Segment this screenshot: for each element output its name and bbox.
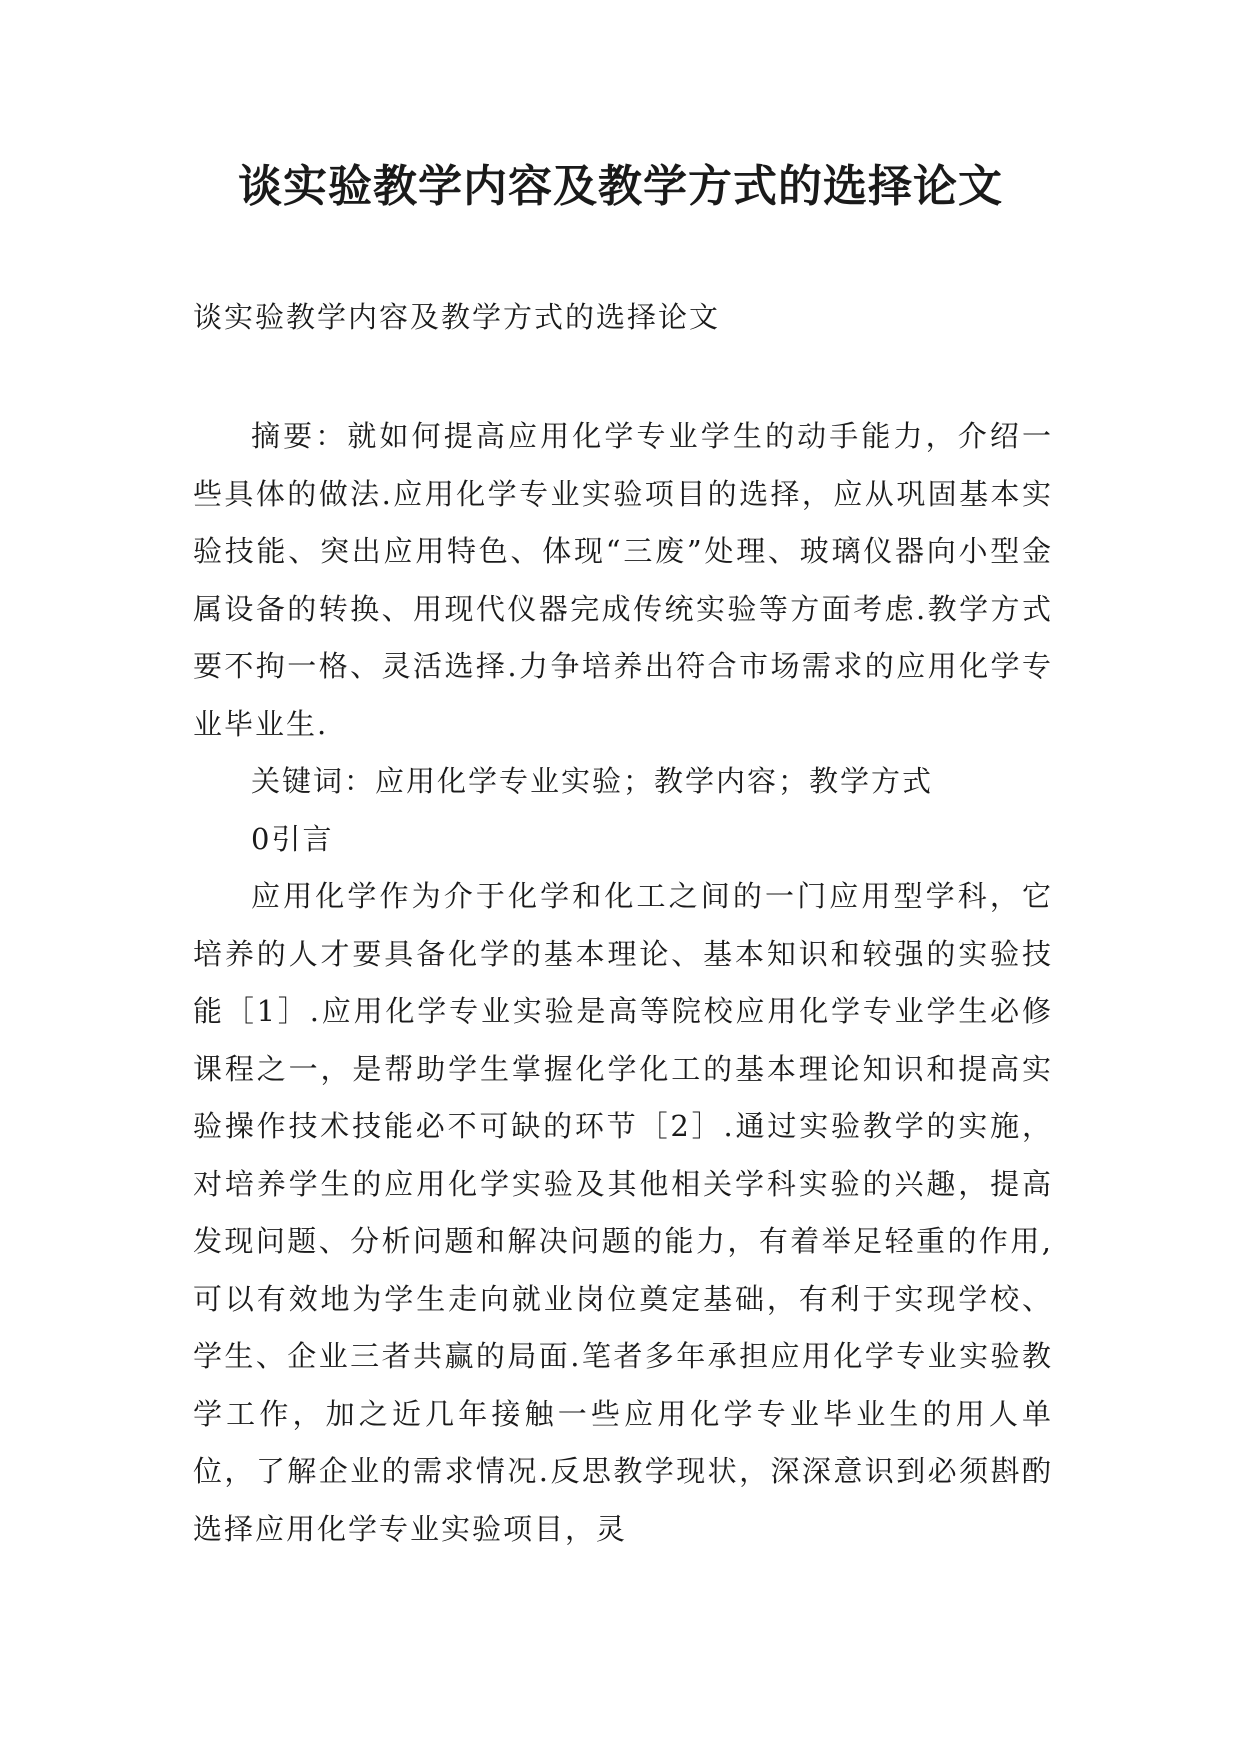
section-heading-introduction: 0引言 <box>251 821 334 856</box>
introduction-paragraph: 应用化学作为介于化学和化工之间的一门应用型学科，它培养的人才要具备化学的基本理论、基本知识和较强的实验技能［1］.应用化学专业实验是高等院校应用化学专业学生必修课程之一，是帮助学生掌握化学化工的基本理论知识和提高实验操作技术技能必不可缺的环节［2］.通过实验教学的实施，对培养学生的应用化学实验及其他相关学科实验的兴趣，提高发现问题、分析问题和解决问题的能力，有着举足轻重的作用,可以有效地为学生走向就业岗位奠定基础，有利于实现学校、学生、企业三者共赢的局面.笔者多年承担应用化学专业实验教学工作，加之近几年接触一些应用化学专业毕业生的用人单位，了解企业的需求情况.反思教学现状，深深意识到必须斟酌选择应用化学专业实验项目，灵 <box>193 879 1053 1546</box>
document-body <box>193 408 1053 1558</box>
keywords-paragraph: 关键词：应用化学专业实验；教学内容；教学方式 <box>251 764 934 798</box>
document-subtitle: 谈实验教学内容及教学方式的选择论文 <box>193 300 721 334</box>
abstract-paragraph: 摘要：就如何提高应用化学专业学生的动手能力，介绍一些具体的做法.应用化学专业实验项目的选择，应从巩固基本实验技能、突出应用特色、体现“三废”处理、玻璃仪器向小型金属设备的转换、用现代仪器完成传统实验等方面考虑.教学方式要不拘一格、灵活选择.力争培养出符合市场需求的应用化学专业毕业生. <box>193 419 1053 741</box>
document-title: 谈实验教学内容及教学方式的选择论文 <box>238 161 1003 212</box>
